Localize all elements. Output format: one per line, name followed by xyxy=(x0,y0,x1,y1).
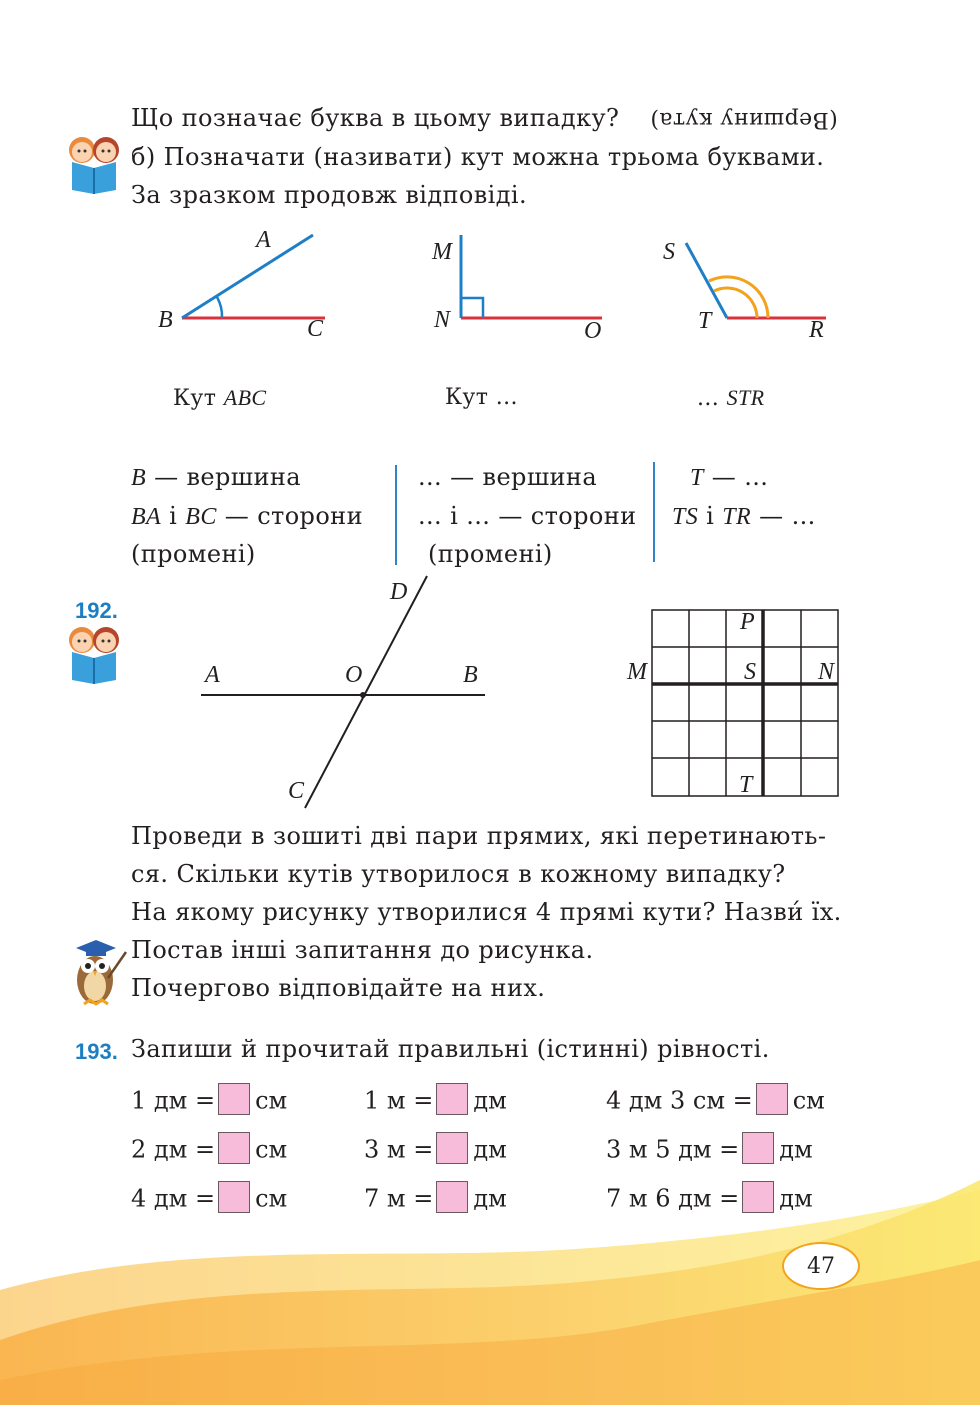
answer-box[interactable] xyxy=(756,1083,788,1115)
col3-line2: TS і TR — ... xyxy=(672,502,816,530)
answer-box[interactable] xyxy=(218,1083,250,1115)
label-m-grid: M xyxy=(627,659,648,685)
label-o: O xyxy=(584,318,602,344)
angle-arc xyxy=(217,297,222,318)
label-b-192: B xyxy=(463,662,479,688)
equation-3-3: 7 м 6 дм = дм xyxy=(606,1184,813,1216)
label-a-192: A xyxy=(205,662,221,688)
col3-line1: T — ... xyxy=(690,463,769,491)
equation-1-3: 4 дм 3 см = см xyxy=(606,1086,825,1118)
answer-box[interactable] xyxy=(742,1181,774,1213)
label-b: B xyxy=(158,307,174,333)
page-number: 47 xyxy=(782,1242,860,1290)
answer-box[interactable] xyxy=(218,1132,250,1164)
equation-2-3: 3 м 5 дм = дм xyxy=(606,1135,813,1167)
label-s: S xyxy=(663,239,676,265)
column-divider-1 xyxy=(395,465,397,565)
col2-line3: (промені) xyxy=(428,540,553,568)
label-n: N xyxy=(434,307,451,333)
task-192-number: 192. xyxy=(75,598,118,623)
angle-arc-outer xyxy=(709,277,768,318)
label-t-grid: T xyxy=(739,772,753,798)
owl-teacher-icon xyxy=(62,938,128,1008)
answer-box[interactable] xyxy=(742,1132,774,1164)
column-divider-2 xyxy=(653,462,655,562)
answer-box[interactable] xyxy=(436,1132,468,1164)
col1-line1: B — вершина xyxy=(131,463,302,491)
equation-3-2: 7 м = дм xyxy=(364,1184,507,1216)
ray-ts xyxy=(686,243,727,318)
task192-text1: Проведи в зошиті дві пари прямих, які перетинають- xyxy=(131,822,827,850)
equation-2-1: 2 дм = см xyxy=(131,1135,287,1167)
label-d-192: D xyxy=(390,579,408,605)
label-p: P xyxy=(740,609,756,635)
task193-title: Запиши й прочитай правильні (істинні) рівності. xyxy=(131,1035,770,1063)
ray-ba xyxy=(182,235,313,318)
intro-line-c: За зразком продовж відповіді. xyxy=(131,181,528,209)
intro-line-b: б) Позначати (називати) кут можна трьома буквами. xyxy=(131,143,825,171)
task192-text3: На якому рисунку утворилися 4 прямі кути? Назви́ їх. xyxy=(131,898,842,926)
line-cd xyxy=(305,576,427,808)
label-c: C xyxy=(307,316,324,342)
answer-box[interactable] xyxy=(436,1181,468,1213)
angle-figures xyxy=(150,225,850,355)
col1-line3: (промені) xyxy=(131,540,256,568)
caption-fig2: Кут ... xyxy=(445,385,518,410)
label-n-grid: N xyxy=(818,659,835,685)
col2-line2: ... і ... — сторони xyxy=(418,502,637,530)
answer-box[interactable] xyxy=(436,1083,468,1115)
label-r: R xyxy=(809,317,825,343)
task192-text5: Почергово відповідайте на них. xyxy=(131,974,546,1002)
label-t: T xyxy=(698,308,712,334)
equation-2-2: 3 м = дм xyxy=(364,1135,507,1167)
right-angle-mark xyxy=(461,298,483,318)
kids-reading-icon xyxy=(62,132,126,194)
upside-down-answer: (Вершину кута) xyxy=(650,107,838,132)
equation-3-1: 4 дм = см xyxy=(131,1184,287,1216)
label-c-192: C xyxy=(288,778,305,804)
equation-1-1: 1 дм = см xyxy=(131,1086,287,1118)
intersecting-lines-figure xyxy=(195,570,495,815)
equation-1-2: 1 м = дм xyxy=(364,1086,507,1118)
answer-box[interactable] xyxy=(218,1181,250,1213)
task192-text4: Постав інші запитання до рисунка. xyxy=(131,936,594,964)
caption-fig3: ... STR xyxy=(697,385,765,411)
caption-fig1: Кут ABC xyxy=(173,385,267,411)
kids-reading-icon xyxy=(62,622,126,684)
intro-question: Що позначає буква в цьому випадку? xyxy=(131,104,620,132)
label-m: M xyxy=(432,239,453,265)
task-193-number: 193. xyxy=(75,1039,118,1064)
label-a: A xyxy=(256,227,272,253)
label-s-grid: S xyxy=(744,659,757,685)
col1-line2: BA і BC — сторони xyxy=(131,502,363,530)
point-o xyxy=(360,692,366,698)
col2-line1: ... — вершина xyxy=(418,463,598,491)
task192-text2: ся. Скільки кутів утворилося в кожному випадку? xyxy=(131,860,786,888)
label-o-192: O xyxy=(345,662,363,688)
